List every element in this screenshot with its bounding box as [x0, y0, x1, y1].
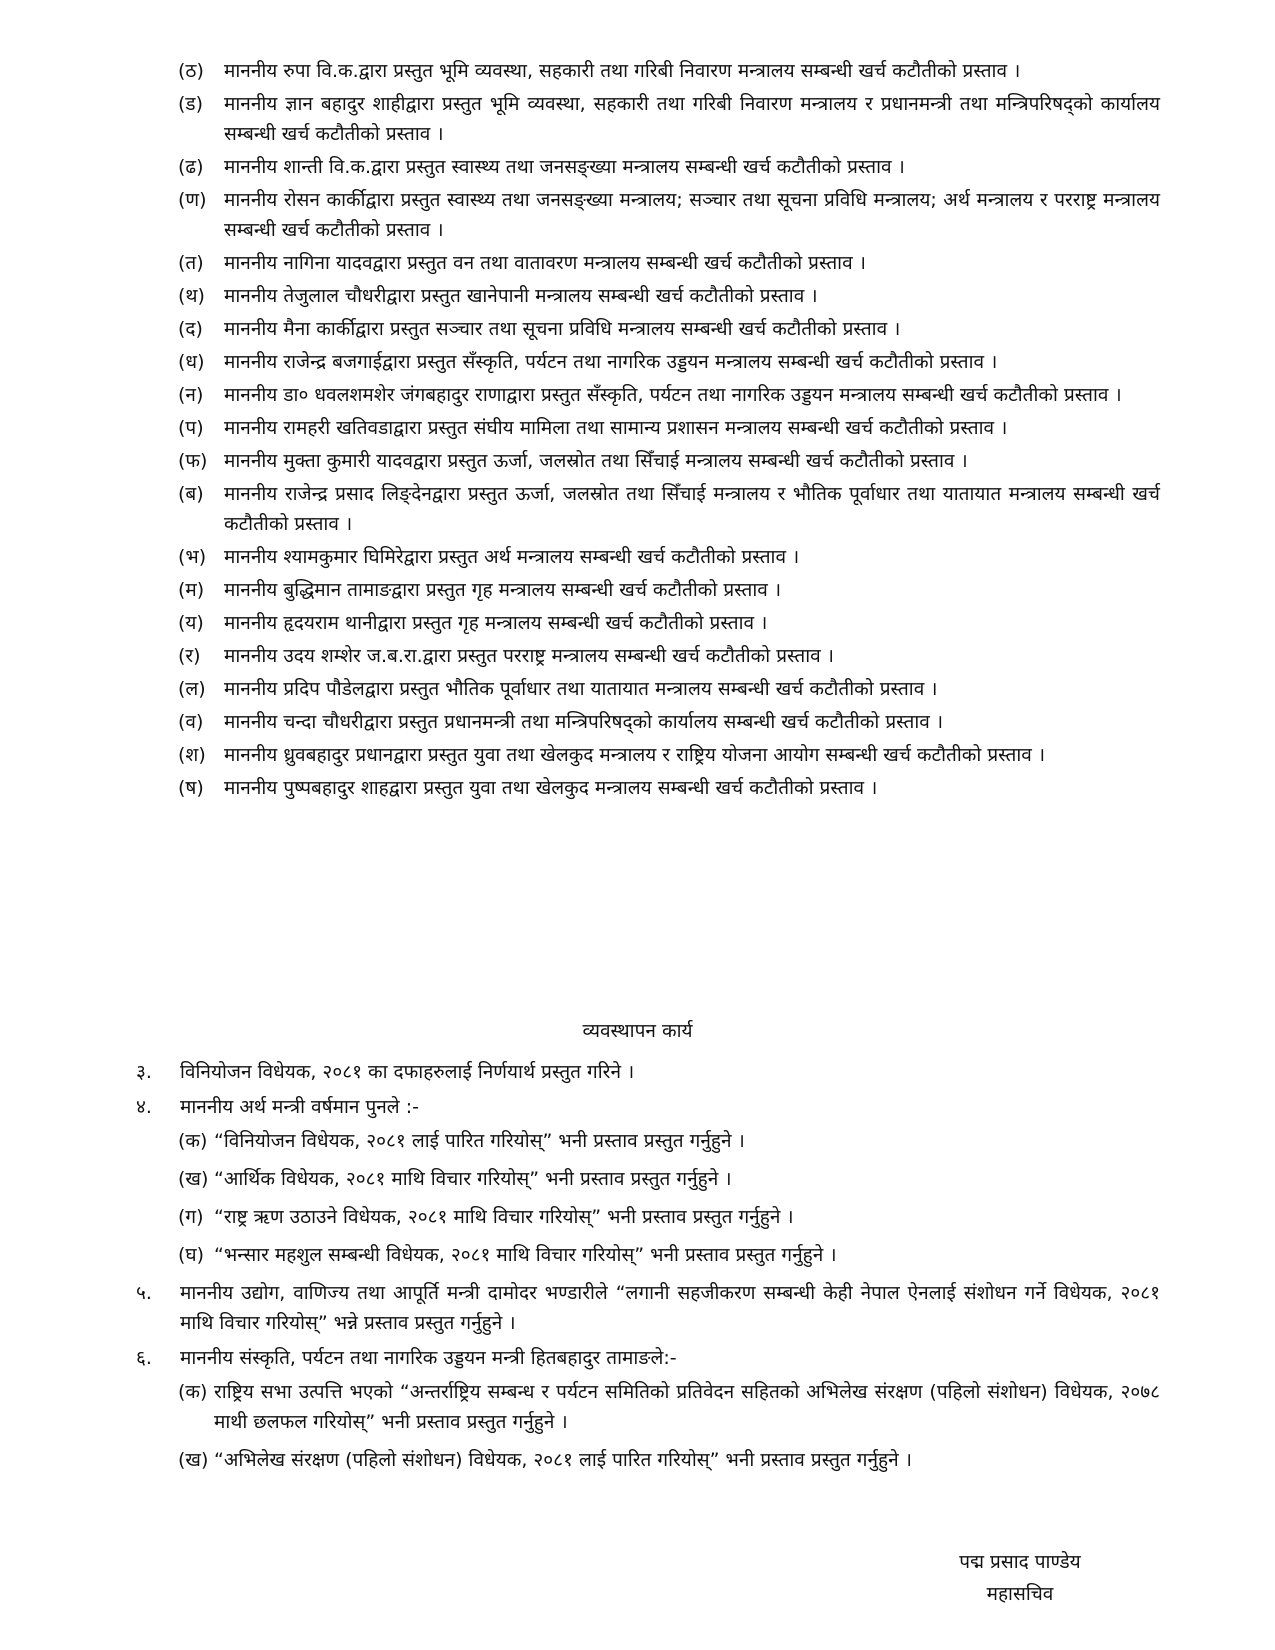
sub-item-label: (क) — [178, 1130, 208, 1152]
list-item — [178, 773, 1160, 803]
item-text: माननीय मैना कार्कीद्वारा प्रस्तुत सञ्चार तथा सूचना प्रविधि मन्त्रालय सम्बन्धी खर्च कटौतीको प्रस्ताव । — [224, 318, 901, 340]
item-text: माननीय राजेन्द्र बजगाईद्वारा प्रस्तुत सँस्कृति, पर्यटन तथा नागरिक उड्डयन मन्त्रालय सम्बन्धी खर्च कटौतीको प्रस्ताव । — [224, 351, 998, 373]
list-item — [178, 575, 1160, 605]
item-text: माननीय प्रदिप पौडेलद्वारा प्रस्तुत भौतिक पूर्वाधार तथा यातायात मन्त्रालय सम्बन्धी खर्च कटौतीको प्रस्ताव । — [224, 678, 938, 700]
sub-list-item — [178, 1377, 1160, 1437]
sub-item-text: “विनियोजन विधेयक, २०८१ लाई पारित गरियोस्” भनी प्रस्ताव प्रस्तुत गर्नुहुने । — [214, 1130, 745, 1152]
list-item — [178, 248, 1160, 278]
item-label: (श) — [178, 744, 206, 766]
sub-item-label: (ग) — [178, 1206, 204, 1228]
list-item — [178, 185, 1160, 245]
list-item — [178, 314, 1160, 344]
item-text: माननीय मुक्ता कुमारी यादवद्वारा प्रस्तुत ऊर्जा, जलस्रोत तथा सिँचाई मन्त्रालय सम्बन्धी खर्च कटौतीको प्रस्ताव । — [224, 450, 968, 472]
item-label: (ढ) — [178, 156, 204, 178]
sub-list — [178, 1126, 1160, 1270]
item-text: माननीय पुष्पबहादुर शाहद्वारा प्रस्तुत युवा तथा खेलकुद मन्त्रालय सम्बन्धी खर्च कटौतीको प्रस्ताव । — [224, 777, 878, 799]
item-number: ४. — [136, 1096, 152, 1118]
item-label: (ठ) — [178, 60, 204, 82]
list-item — [178, 413, 1160, 443]
numbered-item — [136, 1343, 1160, 1475]
list-item — [178, 740, 1160, 770]
item-label: (न) — [178, 384, 204, 406]
item-label: (ड) — [178, 93, 203, 115]
sub-item-label: (घ) — [178, 1244, 205, 1266]
item-text: माननीय उद्योग, वाणिज्य तथा आपूर्ति मन्त्री दामोदर भण्डारीले “लगानी सहजीकरण सम्बन्धी केही नेपाल ऐनलाई संशोधन गर्ने विधेयक, २०८१ माथि विचार गरियोस्” भन्ने प्रस्ताव प्रस्तुत गर्नुहुने । — [180, 1282, 1160, 1334]
sub-list-item — [178, 1126, 1160, 1156]
item-text: माननीय डा० धवलशमशेर जंगबहादुर राणाद्वारा प्रस्तुत सँस्कृति, पर्यटन तथा नागरिक उड्डयन मन्त्रालय सम्बन्धी खर्च कटौतीको प्रस्ताव । — [224, 384, 1122, 406]
item-text: माननीय ज्ञान बहादुर शाहीद्वारा प्रस्तुत भूमि व्यवस्था, सहकारी तथा गरिबी निवारण मन्त्रालय र प्रधानमन्त्री तथा मन्त्रिपरिषद्को कार्यालय सम्बन्धी खर्च कटौतीको प्रस्ताव । — [224, 93, 1160, 145]
item-label: (भ) — [178, 546, 207, 568]
sub-list — [178, 1377, 1160, 1475]
item-label: (य) — [178, 612, 204, 634]
sub-item-text: “आर्थिक विधेयक, २०८१ माथि विचार गरियोस्” भनी प्रस्ताव प्रस्तुत गर्नुहुने । — [214, 1168, 732, 1190]
agenda-list — [178, 56, 1160, 806]
item-text: माननीय राजेन्द्र प्रसाद लिङ्देनद्वारा प्रस्तुत ऊर्जा, जलस्रोत तथा सिँचाई मन्त्रालय र भौतिक पूर्वाधार तथा यातायात मन्त्रालय सम्बन्धी खर्च कटौतीको प्रस्ताव । — [224, 483, 1160, 535]
item-label: (फ) — [178, 450, 208, 472]
item-label: (द) — [178, 318, 203, 340]
item-text: माननीय बुद्धिमान तामाङद्वारा प्रस्तुत गृह मन्त्रालय सम्बन्धी खर्च कटौतीको प्रस्ताव । — [224, 579, 782, 601]
item-text: माननीय उदय शम्शेर ज.ब.रा.द्वारा प्रस्तुत परराष्ट्र मन्त्रालय सम्बन्धी खर्च कटौतीको प्रस्ताव । — [224, 645, 834, 667]
sub-list-item — [178, 1240, 1160, 1270]
item-number: ३. — [136, 1061, 152, 1083]
list-item — [178, 89, 1160, 149]
list-item — [178, 641, 1160, 671]
numbered-item — [136, 1278, 1160, 1338]
sub-list-item — [178, 1164, 1160, 1194]
list-item — [178, 707, 1160, 737]
list-item — [178, 542, 1160, 572]
item-label: (र) — [178, 645, 201, 667]
sub-item-text: राष्ट्रिय सभा उत्पत्ति भएको “अन्तर्राष्ट्रिय सम्बन्ध र पर्यटन समितिको प्रतिवेदन सहितको अभिलेख संरक्षण (पहिलो संशोधन) विधेयक, २०७८ माथी छलफल गरियोस्” भनी प्रस्ताव प्रस्तुत गर्नुहुने । — [214, 1381, 1160, 1433]
item-text: माननीय शान्ती वि.क.द्वारा प्रस्तुत स्वास्थ्य तथा जनसङ्ख्या मन्त्रालय सम्बन्धी खर्च कटौतीको प्रस्ताव । — [224, 156, 905, 178]
item-label: (थ) — [178, 285, 205, 307]
sub-list-item — [178, 1445, 1160, 1475]
signatory-title: महासचिव — [986, 1583, 1054, 1605]
list-item — [178, 479, 1160, 539]
item-text: माननीय रुपा वि.क.द्वारा प्रस्तुत भूमि व्यवस्था, सहकारी तथा गरिबी निवारण मन्त्रालय सम्बन्धी खर्च कटौतीको प्रस्ताव । — [224, 60, 1021, 82]
item-text: माननीय तेजुलाल चौधरीद्वारा प्रस्तुत खानेपानी मन्त्रालय सम्बन्धी खर्च कटौतीको प्रस्ताव । — [224, 285, 818, 307]
list-item — [178, 380, 1160, 410]
item-text: माननीय चन्दा चौधरीद्वारा प्रस्तुत प्रधानमन्त्री तथा मन्त्रिपरिषद्को कार्यालय सम्बन्धी खर्च कटौतीको प्रस्ताव । — [224, 711, 944, 733]
item-text: माननीय ध्रुवबहादुर प्रधानद्वारा प्रस्तुत युवा तथा खेलकुद मन्त्रालय र राष्ट्रिय योजना आयोग सम्बन्धी खर्च कटौतीको प्रस्ताव । — [224, 744, 1046, 766]
list-item — [178, 56, 1160, 86]
item-label: (ब) — [178, 483, 204, 505]
item-text: माननीय रोसन कार्कीद्वारा प्रस्तुत स्वास्थ्य तथा जनसङ्ख्या मन्त्रालय; सञ्चार तथा सूचना प्रविधि मन्त्रालय; अर्थ मन्त्रालय र परराष्ट्र मन्त्रालय सम्बन्धी खर्च कटौतीको प्रस्ताव । — [224, 189, 1160, 241]
list-item — [178, 281, 1160, 311]
item-text: माननीय श्यामकुमार घिमिरेद्वारा प्रस्तुत अर्थ मन्त्रालय सम्बन्धी खर्च कटौतीको प्रस्ताव । — [224, 546, 800, 568]
list-item — [178, 347, 1160, 377]
section-heading: व्यवस्थापन कार्य — [582, 1020, 693, 1042]
list-item — [178, 674, 1160, 704]
item-text: माननीय रामहरी खतिवडाद्वारा प्रस्तुत संघीय मामिला तथा सामान्य प्रशासन मन्त्रालय सम्बन्धी खर्च कटौतीको प्रस्ताव । — [224, 417, 1008, 439]
item-label: (प) — [178, 417, 204, 439]
item-text: माननीय अर्थ मन्त्री वर्षमान पुनले :- — [180, 1096, 419, 1118]
numbered-list — [136, 1057, 1160, 1483]
signature-block — [900, 1546, 1140, 1610]
list-item — [178, 446, 1160, 476]
signatory-name: पद्म प्रसाद पाण्डेय — [959, 1551, 1081, 1573]
item-label: (व) — [178, 711, 204, 733]
numbered-item — [136, 1057, 1160, 1087]
item-label: (त) — [178, 252, 204, 274]
item-label: (ण) — [178, 189, 207, 211]
item-text: माननीय हृदयराम थानीद्वारा प्रस्तुत गृह मन्त्रालय सम्बन्धी खर्च कटौतीको प्रस्ताव । — [224, 612, 768, 634]
item-label: (ल) — [178, 678, 206, 700]
sub-item-label: (ख) — [178, 1449, 209, 1471]
list-item — [178, 608, 1160, 638]
numbered-item — [136, 1092, 1160, 1270]
item-text: विनियोजन विधेयक, २०८१ का दफाहरुलाई निर्णयार्थ प्रस्तुत गरिने । — [180, 1061, 635, 1083]
sub-item-text: “भन्सार महशुल सम्बन्धी विधेयक, २०८१ माथि विचार गरियोस्” भनी प्रस्ताव प्रस्तुत गर्नुहुने । — [214, 1244, 837, 1266]
item-label: (म) — [178, 579, 205, 601]
item-number: ६. — [136, 1347, 152, 1369]
sub-item-text: “राष्ट्र ऋण उठाउने विधेयक, २०८१ माथि विचार गरियोस्” भनी प्रस्ताव प्रस्तुत गर्नुहुने । — [214, 1206, 794, 1228]
sub-list-item — [178, 1202, 1160, 1232]
item-label: (ध) — [178, 351, 205, 373]
sub-item-label: (क) — [178, 1381, 208, 1403]
sub-item-text: “अभिलेख संरक्षण (पहिलो संशोधन) विधेयक, २०८१ लाई पारित गरियोस्” भनी प्रस्ताव प्रस्तुत गर्नुहुने । — [214, 1449, 912, 1471]
list-item — [178, 152, 1160, 182]
sub-item-label: (ख) — [178, 1168, 209, 1190]
item-text: माननीय नागिना यादवद्वारा प्रस्तुत वन तथा वातावरण मन्त्रालय सम्बन्धी खर्च कटौतीको प्रस्ताव । — [224, 252, 866, 274]
item-text: माननीय संस्कृति, पर्यटन तथा नागरिक उड्डयन मन्त्री हितबहादुर तामाङले:- — [180, 1347, 677, 1369]
item-label: (ष) — [178, 777, 204, 799]
item-number: ५. — [136, 1282, 152, 1304]
